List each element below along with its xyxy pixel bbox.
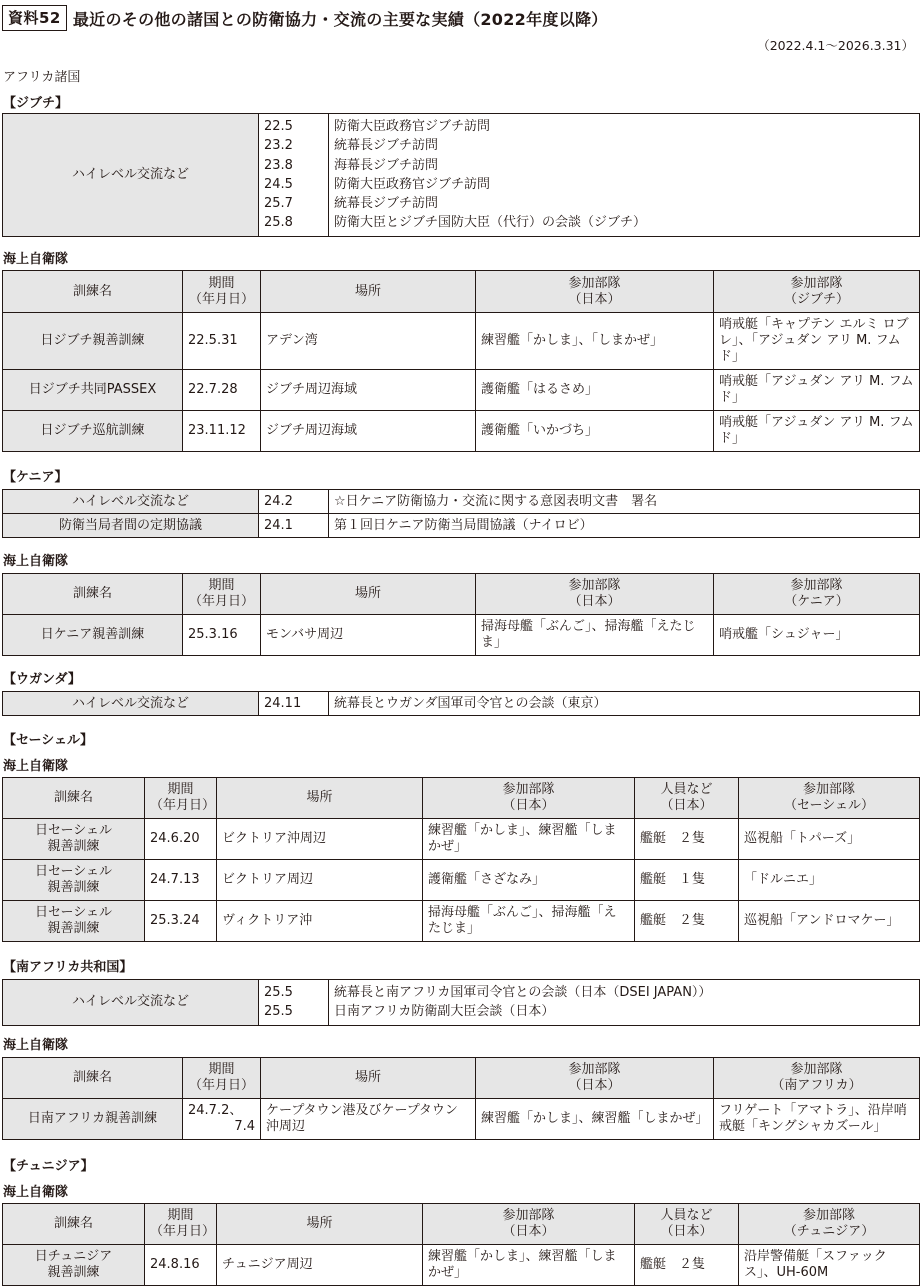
msdf-label: 海上自衛隊 [3,554,69,569]
japan-units: 護衛艦「いかづち」 [476,411,714,452]
col-partner-header [714,574,920,615]
date: 23.8 [264,157,293,173]
col-japan-header [423,1204,635,1245]
col-period-header [183,271,261,313]
col-partner-header [739,778,920,819]
seychelles-heading: 【セーシェル】 [3,733,93,748]
header-sub: （セーシェル） [784,798,874,813]
col-people-header [635,778,739,819]
name-line: 親善訓練 [47,839,100,854]
table-row [3,370,920,411]
header-text: 期間 [208,578,235,593]
date-line: 24.7.2、 [188,1103,243,1118]
exercise-date: 24.8.16 [145,1245,217,1286]
date: 25.5 [264,1004,293,1020]
period-range: （2022.4.1～2026.3.31） [757,38,914,53]
exercise-place: チュニジア周辺 [217,1245,423,1286]
header-text: 参加部隊 [568,1062,621,1077]
date: 25.7 [264,196,293,212]
header-sub: （年月日） [188,1078,254,1093]
uganda-heading: 【ウガンダ】 [3,672,81,687]
col-partner-header [714,1058,920,1099]
tunisia-exercise-table [2,1203,920,1286]
document-header [2,3,608,33]
high-level-label: ハイレベル交流など [3,692,259,716]
header-sub: （年月日） [150,798,216,813]
table-row [3,819,920,860]
col-place-header: 場所 [217,778,423,819]
header-sub: （日本） [502,1224,555,1239]
date: 25.5 [264,985,293,1000]
col-place-header: 場所 [217,1204,423,1245]
high-level-label: ハイレベル交流など [3,114,259,237]
header-sub: （日本） [568,594,621,609]
header-sub: （チュニジア） [783,1224,875,1239]
partner-units: フリゲート「アマトラ」、沿岸哨戒艇「キングシャカズール」 [714,1099,920,1140]
col-partner-header [739,1204,920,1245]
exercise-name [3,860,145,901]
event: 海幕長ジブチ訪問 [334,157,439,173]
col-people-header [635,1204,739,1245]
date: 24.11 [259,692,329,716]
table-row [3,1245,920,1286]
header-row [3,1058,920,1099]
header-text: 人員など [660,782,713,797]
partner-units: 沿岸警備艇「スファックス」、UH-60M [739,1245,920,1286]
regular-talks-label: 防衛当局者間の定期協議 [3,514,259,538]
col-japan-header [423,778,635,819]
table-row [3,313,920,370]
date: 25.8 [264,215,293,231]
col-place-header: 場所 [261,271,476,313]
event: 防衛大臣政務官ジブチ訪問 [334,176,491,192]
japan-units: 練習艦「かしま」、練習艦「しまかぜ」 [423,1245,635,1286]
exercise-name: 日ケニア親善訓練 [3,615,183,656]
date-list [259,980,329,1026]
header-text: 参加部隊 [802,782,855,797]
south-africa-heading: 【南アフリカ共和国】 [3,960,133,975]
exercise-name: 日ジブチ共同PASSEX [3,370,183,411]
header-row [3,574,920,615]
kenya-exercise-table [2,573,920,656]
event: 日南アフリカ防衛副大臣会談（日本） [334,1004,555,1020]
header-text: 期間 [208,1062,235,1077]
table-row [3,514,920,538]
japan-units: 練習艦「かしま」、練習艦「しまかぜ」 [476,1099,714,1140]
date: 24.2 [259,490,329,514]
col-period-header [145,1204,217,1245]
japan-units: 掃海母艦「ぶんご」、掃海艦「えたじま」 [476,615,714,656]
exercise-name [3,901,145,942]
south-africa-high-level-table [2,979,920,1026]
header-text: 人員など [660,1208,713,1223]
header-sub: （ケニア） [784,594,849,609]
partner-units: 「ドルニエ」 [739,860,920,901]
exercise-date [183,1099,261,1140]
table-row [3,615,920,656]
event-list [329,114,920,237]
header-sub: （南アフリカ） [771,1078,862,1093]
header-text: 期間 [208,275,235,291]
header-sub: （日本） [568,291,621,307]
event: 統幕長ジブチ訪問 [334,196,439,212]
kenya-high-level-table [2,489,920,538]
exercise-place: ビクトリア沖周辺 [217,819,423,860]
col-japan-header [476,574,714,615]
djibouti-exercise-table [2,270,920,452]
header-sub: （日本） [502,798,555,813]
name-line: 親善訓練 [47,880,100,895]
header-text: 参加部隊 [790,1062,843,1077]
exercise-name [3,1245,145,1286]
name-line: 日チュニジア [34,1249,113,1264]
event: 統幕長ジブチ訪問 [334,138,439,154]
exercise-place: ビクトリア周辺 [217,860,423,901]
header-sub: （年月日） [188,594,254,609]
partner-units: 哨戒艇「アジュダン アリ M. フムド」 [714,411,920,452]
exercise-date: 25.3.16 [183,615,261,656]
table-row [3,901,920,942]
name-line: 日セーシェル [35,823,112,838]
people: 艦艇 ２隻 [635,1245,739,1286]
header-sub: （日本） [660,1224,713,1239]
date: 23.2 [264,138,293,154]
event: 防衛大臣とジブチ国防大臣（代行）の会談（ジブチ） [334,215,647,231]
col-name-header: 訓練名 [3,778,145,819]
exercise-name: 日ジブチ親善訓練 [3,313,183,370]
exercise-name: 日南アフリカ親善訓練 [3,1099,183,1140]
msdf-label: 海上自衛隊 [3,252,69,267]
header-sub: （日本） [660,798,713,813]
table-row [3,1099,920,1140]
exercise-name [3,819,145,860]
date-line: 7.4 [234,1119,255,1134]
header-row [3,271,920,313]
people: 艦艇 １隻 [635,860,739,901]
col-name-header: 訓練名 [3,574,183,615]
col-period-header [183,1058,261,1099]
event-list [329,980,920,1026]
event: 第１回日ケニア防衛当局間協議（ナイロビ） [329,514,920,538]
event: 統幕長と南アフリカ国軍司令官との会談（日本（DSEI JAPAN）） [334,985,712,1000]
japan-units: 護衛艦「はるさめ」 [476,370,714,411]
col-name-header: 訓練名 [3,271,183,313]
exercise-place: アデン湾 [261,313,476,370]
name-line: 日セーシェル [35,864,112,879]
japan-units: 練習艦「かしま」、練習艦「しまかぜ」 [423,819,635,860]
partner-units: 哨戒艇「アジュダン アリ M. フムド」 [714,370,920,411]
partner-units: 哨戒艇「キャプテン エルミ ロブレ」、「アジュダン アリ M. フムド」 [714,313,920,370]
col-partner-header [714,271,920,313]
header-text: 参加部隊 [790,578,843,593]
table-row [3,114,920,237]
uganda-high-level-table [2,691,920,716]
header-sub: （日本） [568,1078,621,1093]
header-sub: （年月日） [188,291,254,307]
high-level-label: ハイレベル交流など [3,980,259,1026]
exercise-date: 24.7.13 [145,860,217,901]
event: 防衛大臣政務官ジブチ訪問 [334,119,491,134]
date-list [259,114,329,237]
exercise-date: 22.5.31 [183,313,261,370]
col-name-header: 訓練名 [3,1204,145,1245]
header-text: 期間 [167,782,194,797]
date: 24.5 [264,176,293,192]
japan-units: 護衛艦「さざなみ」 [423,860,635,901]
col-period-header [145,778,217,819]
header-text: 参加部隊 [502,1208,555,1223]
name-line: 親善訓練 [47,1265,100,1280]
seychelles-exercise-table [2,777,920,942]
header-text: 参加部隊 [502,782,555,797]
date: 22.5 [264,119,293,134]
exercise-date: 22.7.28 [183,370,261,411]
col-japan-header [476,1058,714,1099]
name-line: 日セーシェル [35,905,112,920]
djibouti-high-level-table [2,113,920,237]
exercise-date: 23.11.12 [183,411,261,452]
header-text: 参加部隊 [568,275,621,291]
high-level-label: ハイレベル交流など [3,490,259,514]
region-label: アフリカ諸国 [3,70,81,85]
exercise-name: 日ジブチ巡航訓練 [3,411,183,452]
document-title: 最近のその他の諸国との防衛協力・交流の主要な実績（2022年度以降） [72,9,608,29]
col-name-header: 訓練名 [3,1058,183,1099]
partner-units: 巡視船「アンドロマケー」 [739,901,920,942]
col-place-header: 場所 [261,574,476,615]
msdf-label: 海上自衛隊 [3,1038,69,1053]
exercise-place: ケープタウン港及びケープタウン沖周辺 [261,1099,476,1140]
tunisia-heading: 【チュニジア】 [3,1159,94,1174]
name-line: 親善訓練 [47,921,100,936]
exercise-place: ジブチ周辺海域 [261,370,476,411]
people: 艦艇 ２隻 [635,819,739,860]
exercise-date: 25.3.24 [145,901,217,942]
exercise-place: モンバサ周辺 [261,615,476,656]
south-africa-exercise-table [2,1057,920,1140]
header-text: 参加部隊 [802,1208,855,1223]
japan-units: 練習艦「かしま」、「しまかぜ」 [476,313,714,370]
partner-units: 巡視船「トパーズ」 [739,819,920,860]
table-row [3,980,920,1026]
exercise-place: ジブチ周辺海域 [261,411,476,452]
table-row [3,860,920,901]
msdf-label: 海上自衛隊 [3,1185,69,1200]
event: 統幕長とウガンダ国軍司令官との会談（東京） [329,692,920,716]
header-row [3,778,920,819]
col-place-header: 場所 [261,1058,476,1099]
date: 24.1 [259,514,329,538]
header-sub: （年月日） [150,1224,216,1239]
col-japan-header [476,271,714,313]
kenya-heading: 【ケニア】 [3,470,68,485]
people: 艦艇 ２隻 [635,901,739,942]
table-row [3,692,920,716]
msdf-label: 海上自衛隊 [3,759,69,774]
djibouti-heading: 【ジブチ】 [3,96,69,111]
table-row [3,490,920,514]
header-text: 参加部隊 [568,578,621,593]
header-text: 期間 [167,1208,194,1223]
header-row [3,1204,920,1245]
document-number: 資料52 [2,5,67,31]
exercise-place: ヴィクトリア沖 [217,901,423,942]
exercise-date: 24.6.20 [145,819,217,860]
table-row [3,411,920,452]
header-sub: （ジブチ） [783,291,849,307]
col-period-header [183,574,261,615]
event: ☆日ケニア防衛協力・交流に関する意図表明文書 署名 [329,490,920,514]
partner-units: 哨戒艦「シュジャー」 [714,615,920,656]
japan-units: 掃海母艦「ぶんご」、掃海艦「えたじま」 [423,901,635,942]
header-text: 参加部隊 [790,275,843,291]
